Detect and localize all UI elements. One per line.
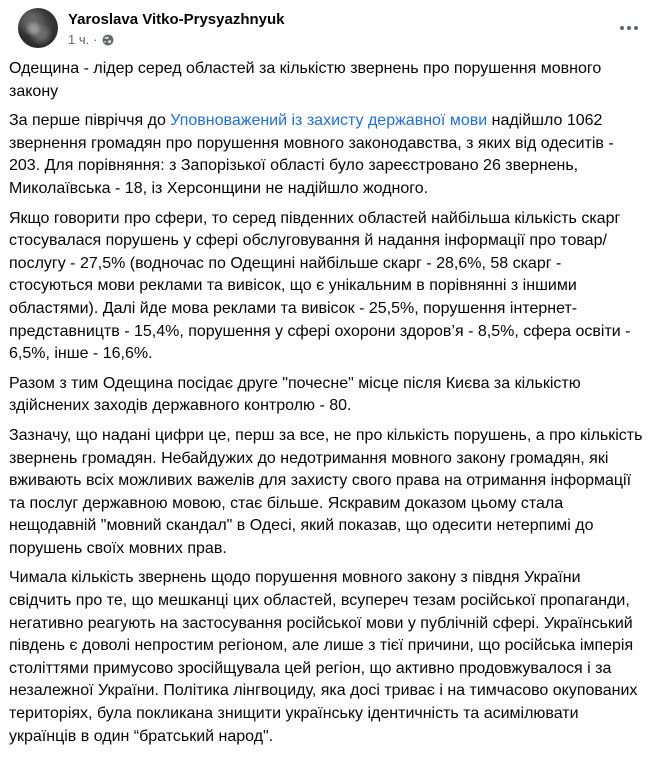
ellipsis-icon xyxy=(627,26,631,30)
timestamp[interactable]: 1 ч. xyxy=(68,32,90,47)
meta-separator: · xyxy=(93,32,98,47)
ellipsis-icon xyxy=(634,26,638,30)
author-name[interactable]: Yaroslava Vitko-Prysyazhnyuk xyxy=(68,11,285,28)
paragraph-text: За перше півріччя до xyxy=(9,112,171,130)
post-paragraph-control: Разом з тим Одещина посідає друге "почесне" місце після Києва за кількістю здійснених заходів державного контролю - 80. xyxy=(9,374,581,415)
post-header-info xyxy=(68,8,285,48)
ombudsman-link[interactable]: Уповноважений із захисту державної мови xyxy=(170,112,488,130)
post-meta xyxy=(68,32,285,48)
post-paragraph-title: Одещина - лідер серед областей за кількістю звернень про порушення мовного закону xyxy=(9,60,602,100)
post-header xyxy=(0,0,656,54)
globe-icon xyxy=(102,34,114,46)
post-paragraph-spheres: Якщо говорити про сфери, то серед південних областей найбільша кількість скарг стосувалася порушень у сфері обслуговування й надання інформації про товар/послугу - 27,5% (водночас по Одещині найбільше скарг - 28,6%, 58 скарг - стосуються мови реклами та вивісок, що є унікальним в порівнянні з іншими областями). Далі йде мова реклами та вивісок - 25,5%, порушення інтернет-представництв - 15,4%, порушення у сфері охорони здоров’я - 8,5%, сфера освіти - 6,5%, інше - 16,6%. xyxy=(9,209,631,363)
more-options-button[interactable] xyxy=(616,20,642,36)
ellipsis-icon xyxy=(620,26,624,30)
post-body xyxy=(0,54,656,748)
avatar[interactable] xyxy=(18,8,58,48)
post-paragraph-note: Зазначу, що надані цифри це, перш за все, не про кількість порушень, а про кількість звернень громадян. Небайдужих до недотримання мовного закону громадян, які вживають всіх можливих важелів для захисту свого права на отримання інформації та послуг державною мовою, стає більше. Яскравим доказом цьому стала нещодавній "мовний скандал" в Одесі, який показав, що одесити нетерпимі до порушень своїх мовних прав. xyxy=(9,426,643,557)
post-paragraph-stats xyxy=(9,110,647,200)
paragraph-text: надійшло 1062 звернення громадян про порушення мовного законодавства, з яких від одеситів - 203. Для порівняння: з Запорізької області було зареєстровано 26 звернень, Миколаївська - 18, із Херсонщини не надійшло жодного. xyxy=(9,112,614,197)
post-paragraph-conclusion: Чимала кількість звернень щодо порушення мовного закону з півдня України свідчить про те, що мешканці цих областей, всупереч тезам російської пропаганди, негативно реагують на застосування російської мови у публічній сфері. Український південь є доволі непростим регіоном, але лише з тієї причини, що російська імперія століттями примусово зросійщувала цей регіон, що активно продовжувалося і за незалежної України. Політика лінгвоциду, яка досі триває і на тимчасово окупованих територіях, була покликана знищити українську ідентичність та асимілювати українців в один “братський народ". xyxy=(9,569,638,745)
